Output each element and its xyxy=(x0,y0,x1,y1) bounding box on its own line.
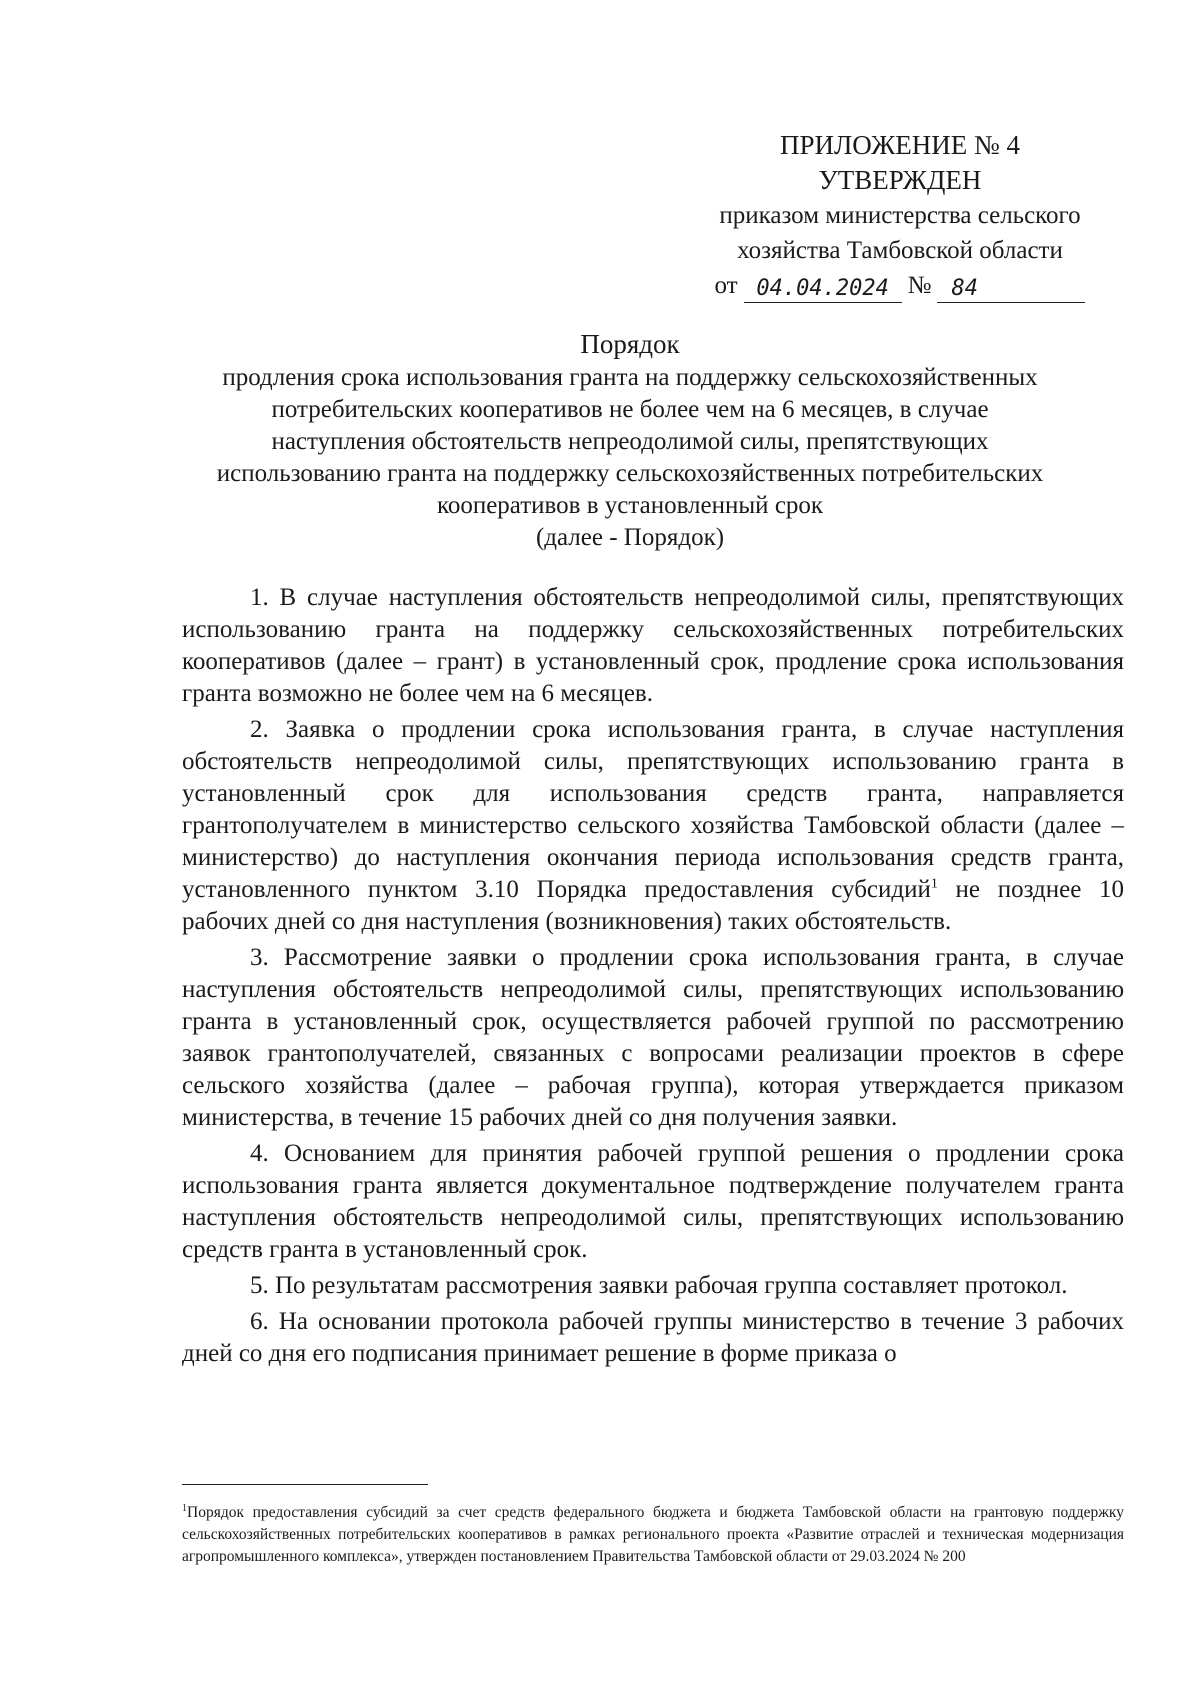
number-prefix: № xyxy=(907,272,932,299)
order-line-1: приказом министерства сельского xyxy=(719,202,1081,229)
paragraph-2 xyxy=(182,714,1124,938)
paragraph-4: 4. Основанием для принятия рабочей группой решения о продлении срока использования гранта является документальное подтверждение получателем гранта наступления обстоятельств непреодолимой силы, препятствующих использованию средств гранта в установленный срок. xyxy=(182,1140,1124,1263)
paragraph-1: 1. В случае наступления обстоятельств непреодолимой силы, препятствующих использованию гранта на поддержку сельскохозяйственных потребительских кооперативов (далее – грант) в установленный срок, продление срока использования гранта возможно не более чем на 6 месяцев. xyxy=(182,584,1124,707)
paragraph-2-text: 2. Заявка о продлении срока использования гранта, в случае наступления обстоятельств непреодолимой силы, препятствующих использованию гранта в установленный срок для использования средств гранта, направляется грантополучателем в министерство сельского хозяйства Тамбовской области (далее – министерство) до наступления окончания периода использования средств гранта, установленного пунктом 3.10 Порядка предоставления субсидий xyxy=(182,716,1124,903)
title-line: кооперативов в установленный срок xyxy=(436,492,824,519)
approval-block xyxy=(680,128,1120,303)
title-heading: Порядок xyxy=(580,329,680,359)
title-line: (далее - Порядок) xyxy=(535,524,725,551)
footnote xyxy=(182,1502,1124,1568)
footnote-reference: 1 xyxy=(930,876,938,892)
document-body xyxy=(182,582,1124,1374)
paragraph-5: 5. По результатам рассмотрения заявки рабочая группа составляет протокол. xyxy=(250,1272,1068,1299)
order-line-2: хозяйства Тамбовской области xyxy=(737,237,1063,264)
date-number-line xyxy=(680,268,1120,303)
handwritten-date: 04.04.2024 xyxy=(744,276,902,303)
title-line: использованию гранта на поддержку сельскохозяйственных потребительских xyxy=(216,460,1044,487)
title-line: продления срока использования гранта на поддержку сельскохозяйственных xyxy=(222,364,1038,391)
approved-label: УТВЕРЖДЕН xyxy=(818,165,982,195)
appendix-label: ПРИЛОЖЕНИЕ № 4 xyxy=(779,130,1021,160)
document-title xyxy=(170,328,1090,554)
footnote-text: Порядок предоставления субсидий за счет средств федерального бюджета и бюджета Тамбовской области на грантовую поддержку сельскохозяйственных потребительских кооперативов в рамках регионального проекта «Развитие отраслей и техническая модернизация агропромышленного комплекса», утвержден постановлением Правительства Тамбовской области от 29.03.2024 № 200 xyxy=(182,1504,1124,1565)
title-line: наступления обстоятельств непреодолимой силы, препятствующих xyxy=(271,428,989,455)
title-line: потребительских кооперативов не более чем на 6 месяцев, в случае xyxy=(271,396,989,423)
paragraph-2-text-cont: не позднее 10 рабочих дней со дня наступления (возникновения) таких обстоятельств. xyxy=(182,876,1124,935)
footnote-separator xyxy=(182,1484,428,1485)
paragraph-3: 3. Рассмотрение заявки о продлении срока использования гранта, в случае наступления обстоятельств непреодолимой силы, препятствующих использованию гранта в установленный срок, осуществляется рабочей группой по рассмотрению заявок грантополучателей, связанных с вопросами реализации проектов в сфере сельского хозяйства (далее – рабочая группа), которая утверждается приказом министерства, в течение 15 рабочих дней со дня получения заявки. xyxy=(182,944,1124,1131)
footnote-mark: 1 xyxy=(182,1502,187,1514)
paragraph-6: 6. На основании протокола рабочей группы министерство в течение 3 рабочих дней со дня его подписания принимает решение в форме приказа о xyxy=(182,1308,1124,1367)
date-prefix: от xyxy=(714,272,738,299)
handwritten-number: 84 xyxy=(937,276,1085,303)
